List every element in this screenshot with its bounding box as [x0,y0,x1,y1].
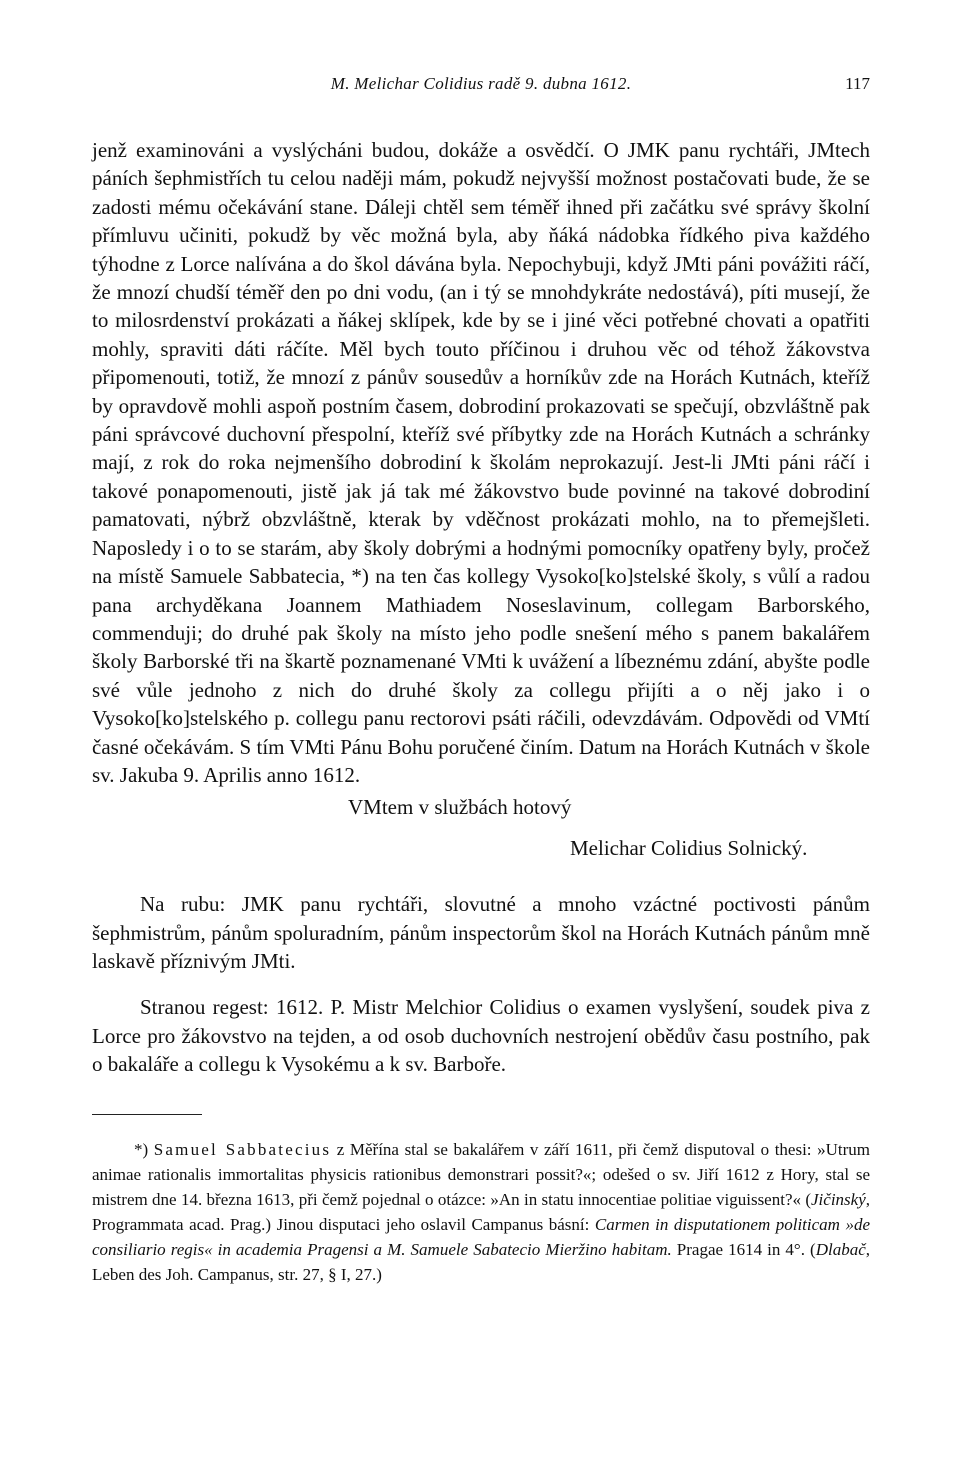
footnote-text-1: z Měřína stal se bakalářem v září 1611, při čemž disputoval o thesi: »Utrum animae rationalis immortalitas physicis rationibus demonstrari possit?«; odešed o sv. Jiří 1612 z Hory, stal se mistrem dne 14. března 1613, při čemž pojednal o otázce: »An in statu innocentiae politiae viguissent?« ( [92,1139,871,1209]
footnote-text-4: , Leben des Joh. Campanus, str. 27, § I, 27.) [92,1239,870,1285]
page-number: 117 [845,74,870,93]
footnote-marker: *) [134,1139,149,1159]
document-page [92,74,870,1287]
running-title: M. Melichar Colidius radě 9. dubna 1612. [330,74,632,93]
poem-title: Carmen in disputationem politicam »de consiliario regis« in academia Pragensi a M. Samuele Sabatecio Mieržino habitam. [92,1214,871,1259]
letter-paragraph: jenž examinováni a vyslýcháni budou, dokáže a osvědčí. O JMK panu rychtáři, JMtech páních šephmistřích tu celou naději mám, pokudž nejvyšší možnost postačovati bude, že se zadosti mému očekávání stane. Dáleji chtěl sem téměř ihned při začátku své správy školní přímluvu učiniti, pokudž by věc možná byla, aby ňáká nádobka řídkého piva každého týhodne z Lorce nalívána a do škol dávána byla. Nepochybuji, když JMti páni povážiti ráčí, že mnozí chudší téměř den po dni vodu, (an i tý se mnohdykráte nedostává), píti musejí, že to milosrdenství prokázati a ňákej sklípek, kde by se i jiné věci potřebné chovati a opatřiti mohly, spraviti dáti ráčíte. Měl bych touto příčinou i druhou věc od téhož žákovstva připomenouti, totiž, že mnozí z pánův sousedův a horníkův zde na Horách Kutnách, kteříž by opravdově mohli aspoň postním časem, dobrodiní prokazovati se spečují, obzvláštně pak páni správcové duchovní přespolní, kteříž své příbytky zde na Horách Kutnách a schránky mají, z rok do roka nejmenšího dobrodiní k školám neprokazují. Jest-li JMti páni ráčí i takové ponapomenouti, jistě jak já tak mé žákovstvo bude povinné na takové dobrodiní pamatovati, nýbrž obzvláštně, kterak by vděčnost prokázati mohlo, na to přemejšleti. Naposledy i o to se starám, aby školy dobrými a hodnými pomocníky opatřeny byly, pročež na místě Samuele Sabbatecia, *) na ten čas kollegy Vysoko[ko]stelské školy, s vůlí a radou pana archyděkana Joannem Mathiadem Noseslavinum, collegam Barborského, commenduji; do druhé pak školy na místo jeho podle snešení mého s panem bakalářem školy Barborské tři na škartě poznamenané VMti k uvážení a líbeznému zdání, abyšte podle své vůle jednoho z nich do druhé školy za collegu přijíti a o něj jako i o Vysoko[ko]stelského p. collegu panu rectorovi psáti ráčili, odevzdávám. Odpovědi od VMtí časné očekávám. S tím VMti Pánu Bohu poručené činím. Datum na Horách Kutnách v škole sv. Jakuba 9. Aprilis anno 1612. [92,138,870,787]
reverse-note: Na rubu: JMK panu rychtáři, slovutné a mnoho vzáctné poctivosti pánům šephmistrům, pánům spoluradním, pánům inspectorům škol na Horách Kutnách pánům mně laskavě příznivým JMti. [92,892,870,973]
footnote-text-3: Pragae 1614 in 4°. ( [671,1239,816,1259]
citation-dlabac: Dlabač [815,1239,866,1259]
footnote-person-name: Samuel Sabbatecius [153,1139,332,1159]
signature: Melichar Colidius Solnický. [570,835,808,860]
letter-body [92,136,870,789]
archival-notes [92,890,870,1078]
footnote-text-2: , Programmata acad. Prag.) Jinou disputaci jeho oslavil Campanus básní: [92,1189,870,1234]
citation-jicinsky: Jičinský [811,1189,866,1209]
footnote-divider [92,1114,202,1115]
letter-closing [92,793,870,862]
footnote-paragraph [92,1137,870,1288]
running-header [92,74,870,104]
regest-note: Stranou regest: 1612. P. Mistr Melchior Colidius o examen vyslyšení, soudek piva z Lorce pro žákovstvo na tejden, a od osob duchovních nestrojení obědův času postního, pak o bakaláře a collegu k Vysokému a k sv. Barboře. [92,995,870,1077]
closing-formula: VMtem v službách hotový [348,795,572,820]
footnote [92,1137,870,1288]
